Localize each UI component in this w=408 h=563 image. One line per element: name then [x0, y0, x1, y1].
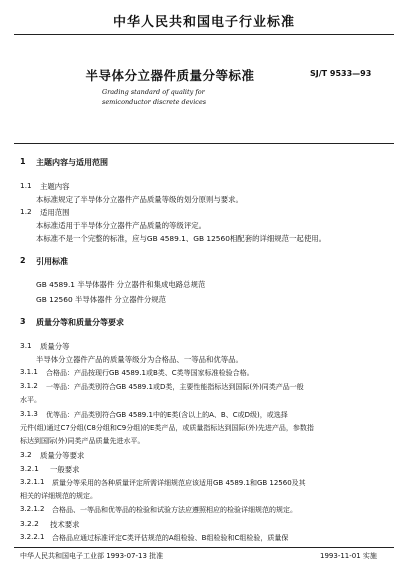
section-1-number: 1 [20, 157, 26, 166]
section-1-1-title: 主题内容 [40, 182, 70, 191]
section-3-title: 质量分等和质量分等要求 [36, 318, 124, 327]
section-3-1-1-number: 3.1.1 [20, 368, 38, 376]
english-title-line2: semiconductor discrete devices [102, 98, 207, 106]
section-3-2-1-title: 一般要求 [50, 465, 80, 474]
section-3-1-2-number: 3.1.2 [20, 382, 38, 390]
section-3-1-title: 质量分等 [40, 342, 70, 351]
section-2-title: 引用标准 [36, 257, 68, 266]
section-3-2-2-title: 技术要求 [50, 520, 80, 529]
section-1-2-title: 适用范围 [40, 208, 70, 217]
section-3-1-1-text: 合格品：产品按现行GB 4589.1或B类、C类等国家标准检验合格。 [46, 369, 254, 377]
section-3-number: 3 [20, 317, 26, 326]
section-3-2-title: 质量分等要求 [40, 451, 85, 460]
standard-title: 半导体分立器件质量分等标准 [85, 68, 255, 83]
section-3-2-1-2-text: 合格品、一等品和优等品的检验和试验方法应遵照相应的检验详细规范的规定。 [52, 506, 297, 514]
section-3-1-text: 半导体分立器件产品的质量等级分为合格品、一等品和优等品。 [36, 355, 243, 364]
footer-divider [14, 547, 394, 548]
section-3-1-3-line1: 优等品：产品类别符合GB 4589.1中的E类(含以上的A、B、C或D级)，或选择 [46, 411, 288, 419]
section-1-1-number: 1.1 [20, 181, 32, 190]
section-3-1-2-line2: 水平。 [20, 396, 41, 404]
section-3-1-3-number: 3.1.3 [20, 410, 38, 418]
section-3-2-2-1-text: 合格品应通过标准评定C类评估规范的A组检验、B组检验和C组检验，质量保 [52, 534, 289, 542]
section-1-title: 主题内容与适用范围 [36, 158, 108, 167]
standard-number: SJ/T 9533—93 [310, 69, 372, 78]
section-3-2-1-1-line2: 相关的详细规范的规定。 [20, 492, 97, 500]
section-3-2-number: 3.2 [20, 450, 32, 459]
section-3-1-2-line1: 一等品：产品类别符合GB 4589.1或D类，主要性能指标达到国际(外)同类产品一般 [46, 383, 304, 391]
reference-gb12560: GB 12560 半导体器件 分立器件分规范 [36, 295, 167, 304]
section-1-2-number: 1.2 [20, 207, 32, 216]
section-1-1-text: 本标准规定了半导体分立器件产品质量等级的划分原则与要求。 [36, 195, 243, 204]
english-title-line1: Grading standard of quality for [102, 88, 205, 96]
title-divider [14, 143, 394, 144]
reference-gb4589: GB 4589.1 半导体器件 分立器件和集成电路总规范 [36, 280, 206, 289]
issuing-org: 中华人民共和国电子行业标准 [112, 15, 295, 30]
section-3-1-number: 3.1 [20, 341, 32, 350]
section-1-2-text1: 本标准适用于半导体分立器件产品质量的等级评定。 [36, 221, 206, 230]
section-3-1-3-line2: 元件(组)通过C7分组(C8分组和C9分组)的E类产品，或质量指标达到国际(外)先进产品，参数指 [20, 424, 314, 432]
section-3-2-2-number: 3.2.2 [20, 519, 39, 528]
implementation-date: 1993-11-01 实施 [320, 552, 377, 560]
section-3-2-2-1-number: 3.2.2.1 [20, 533, 45, 541]
section-3-2-1-1-line1: 质量分等采用的各种质量评定所需详细规范应该适用GB 4589.1和GB 12560及其 [52, 479, 306, 487]
section-1-2-text2: 本标准不是一个完整的标准，应与GB 4589.1、GB 12560相配套的详细规范一起使用。 [36, 234, 326, 243]
section-2-number: 2 [20, 256, 26, 265]
section-3-1-3-line3: 标达到国际(外)同类产品质量先进水平。 [20, 437, 145, 445]
header-divider [14, 34, 394, 35]
approval-note: 中华人民共和国电子工业部 1993-07-13 批准 [20, 552, 164, 560]
section-3-2-1-1-number: 3.2.1.1 [20, 478, 45, 486]
section-3-2-1-2-number: 3.2.1.2 [20, 505, 45, 513]
section-3-2-1-number: 3.2.1 [20, 464, 39, 473]
